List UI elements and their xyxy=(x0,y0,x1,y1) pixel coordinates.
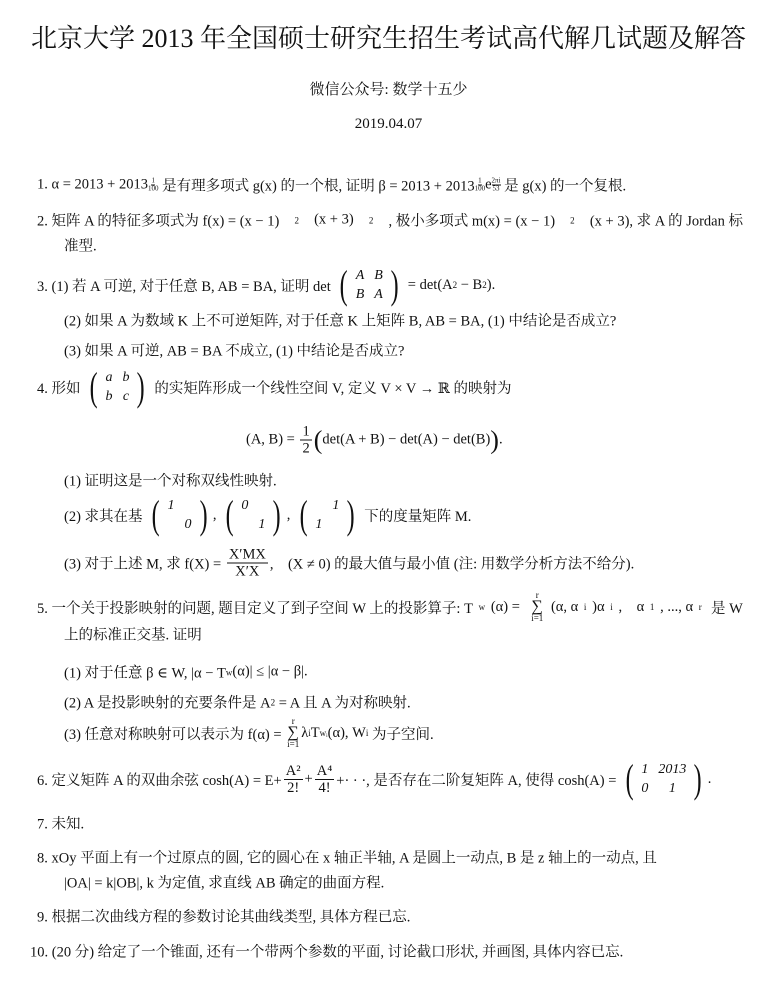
text-segment: 10. (20 分) 给定了一个锥面, 还有一个带两个参数的平面, 讨论截口形状, 并画图, 具体内容已忘. xyxy=(30,944,624,961)
problem-line-p4-2 xyxy=(64,492,472,537)
matrix-cell: B xyxy=(374,268,383,283)
sigma-symbol: ∑ xyxy=(531,598,543,615)
matrix-cell: 0 xyxy=(241,498,249,513)
text-segment: +· · ·, 是否存在二阶复矩阵 A, 使得 cosh(A) = xyxy=(336,772,621,789)
matrix-cell: 1 xyxy=(332,498,340,513)
matrix-cell: 1 xyxy=(167,498,175,513)
text-segment: 是 W xyxy=(707,600,743,617)
text-segment: (x + 3), 求 A 的 Jordan 标 xyxy=(589,213,743,230)
text-segment: = A 且 A 为对称映射. xyxy=(275,695,411,712)
problem-line-p3-3 xyxy=(64,340,404,361)
denominator: 53 xyxy=(492,184,500,193)
document-title: 北京大学 2013 年全国硕士研究生招生考试高代解几试题及解答 xyxy=(30,24,746,53)
problem-line-p5b xyxy=(64,624,202,645)
subscript: w xyxy=(225,667,233,677)
text-segment: |OA| = k|OB|, k 为定值, 求直线 AB 确定的曲面方程. xyxy=(64,875,385,892)
text-segment: 2. 矩阵 A 的特征多项式为 f(x) = (x − 1) xyxy=(37,213,280,230)
text-segment: 9. 根据二次曲线方程的参数讨论其曲线类型, 具体方程已忘. xyxy=(37,909,411,926)
right-paren: ) xyxy=(137,364,146,409)
matrix-cell: a xyxy=(105,370,113,385)
text-segment: + xyxy=(304,770,313,787)
matrix-cell: 1 xyxy=(315,517,323,532)
summation xyxy=(287,717,299,749)
matrix-cell: 1 xyxy=(258,517,266,532)
left-paren: ( xyxy=(625,756,634,801)
text-segment: 是 g(x) 的一个复根. xyxy=(500,178,627,195)
text-segment: 3. (1) 若 A 可逆, 对于任意 B, AB = BA, 证明 det xyxy=(37,278,335,295)
matrix-cell: 0 xyxy=(641,781,649,796)
right-paren: ) xyxy=(273,492,282,537)
sum-upper: r xyxy=(535,590,539,600)
sum-lower: i=1 xyxy=(531,613,544,623)
subscript: wᵢ xyxy=(319,728,328,738)
matrix-cell xyxy=(253,496,270,515)
text-segment: 6. 定义矩阵 A 的双曲余弦 cosh(A) = E+ xyxy=(37,772,282,789)
subscript: 1 xyxy=(649,602,655,612)
problem-line-p8 xyxy=(37,847,743,868)
problem-line-p5-3 xyxy=(64,717,434,749)
big-paren: ( xyxy=(313,425,323,454)
matrix-cell xyxy=(163,515,180,534)
fraction xyxy=(315,763,335,796)
superscript: 2 xyxy=(482,280,487,290)
problem-line-p3-2 xyxy=(64,310,616,331)
superscript: 2 xyxy=(368,215,374,225)
left-paren: ( xyxy=(151,492,160,537)
matrix-body xyxy=(310,496,344,534)
matrix xyxy=(297,492,358,537)
left-paren: ( xyxy=(340,262,349,307)
exponent-fraction xyxy=(148,178,159,193)
superscript: 2 xyxy=(452,280,458,290)
text-segment: (2) 如果 A 为数域 K 上不可逆矩阵, 对于任意 K 上矩阵 B, AB = BA, (1) 中结论是否成立? xyxy=(64,313,617,330)
right-paren: ) xyxy=(346,492,355,537)
problem-line-p4f xyxy=(246,424,503,457)
denominator: 100 xyxy=(147,184,159,193)
text-segment: e xyxy=(485,176,492,193)
text-segment: )α xyxy=(592,598,605,615)
matrix-body xyxy=(351,266,388,304)
text-segment: , xyxy=(212,506,221,523)
text-segment: 4. 形如 xyxy=(37,380,85,397)
text-segment: (α), W xyxy=(327,724,366,741)
matrix xyxy=(149,492,210,537)
text-segment: − B xyxy=(457,276,483,293)
numerator: X′MX xyxy=(228,546,266,563)
subscript: i xyxy=(610,602,613,612)
subscript: i xyxy=(308,728,311,738)
text-segment: (α) = xyxy=(490,598,524,615)
right-paren: ) xyxy=(694,756,703,801)
denominator: 100 xyxy=(474,184,486,193)
right-paren: ) xyxy=(199,492,208,537)
denominator: 2! xyxy=(287,779,300,796)
text-segment: 下的度量矩阵 M. xyxy=(360,508,472,525)
superscript: 2 xyxy=(570,215,575,225)
superscript: 2 xyxy=(294,215,299,225)
subtitle: 微信公众号: 数学十五少 xyxy=(309,82,468,98)
numerator: 2πi xyxy=(491,176,501,185)
summation xyxy=(531,591,543,623)
subscript: i xyxy=(365,728,369,738)
left-paren: ( xyxy=(89,364,98,409)
text-segment: 准型. xyxy=(64,238,97,255)
matrix xyxy=(223,492,284,537)
sigma-symbol: ∑ xyxy=(287,724,299,741)
text-segment: . xyxy=(707,770,712,787)
matrix-cell xyxy=(180,496,197,515)
text-segment: , 极小多项式 m(x) = (x − 1) xyxy=(388,213,556,230)
problem-line-p1 xyxy=(37,175,626,196)
problem-line-p10 xyxy=(30,941,623,962)
text-segment: 1. α = 2013 + 2013 xyxy=(37,176,148,193)
problem-line-p2b xyxy=(64,235,97,256)
text-segment: , ..., α xyxy=(660,598,694,615)
fraction xyxy=(227,547,268,580)
problem-line-p4-1 xyxy=(64,470,277,491)
text-segment: (1) 证明这是一个对称双线性映射. xyxy=(64,473,277,490)
text-segment: . xyxy=(498,431,503,448)
problem-line-p3 xyxy=(37,262,496,307)
text-segment: 5. 一个关于投影映射的问题, 题目定义了到子空间 W 上的投影算子: T xyxy=(37,600,473,617)
text-segment: (2) A 是投影映射的充要条件是 A xyxy=(64,695,271,712)
text-segment: = det(A xyxy=(404,276,453,293)
problem-line-p8b xyxy=(64,872,384,893)
denominator: 2 xyxy=(302,440,310,457)
text-segment: , α xyxy=(618,598,645,615)
problem-line-p9 xyxy=(37,906,410,927)
matrix-body xyxy=(636,760,691,798)
matrix-body xyxy=(100,368,134,406)
left-paren: ( xyxy=(299,492,308,537)
text-segment: (3) 任意对称映射可以表示为 f(α) = xyxy=(64,726,286,743)
right-paren: ) xyxy=(390,262,399,307)
matrix xyxy=(87,364,148,409)
matrix-body xyxy=(236,496,270,534)
matrix-cell: b xyxy=(105,389,113,404)
matrix-cell: A xyxy=(374,287,383,302)
text-segment: (3) 对于上述 M, 求 f(X) = xyxy=(64,556,225,573)
text-segment: T xyxy=(310,724,320,741)
text-segment: , (X ≠ 0) 的最大值与最小值 (注: 用数学分析方法不给分). xyxy=(269,556,635,573)
matrix-cell: c xyxy=(122,389,130,404)
problem-line-p7 xyxy=(37,813,84,834)
denominator: 4! xyxy=(318,779,331,796)
superscript: 2 xyxy=(270,697,276,707)
text-segment: (α)| ≤ |α − β|. xyxy=(232,663,308,680)
matrix-cell: 1 xyxy=(668,781,676,796)
matrix xyxy=(623,756,705,801)
problem-line-p4 xyxy=(37,364,512,409)
subscript: r xyxy=(698,602,702,612)
exponent-fraction xyxy=(492,178,501,193)
text-segment: 7. 未知. xyxy=(37,816,85,833)
text-segment: (A, B) = xyxy=(246,431,299,448)
text-segment: 8. xOy 平面上有一个过原点的圆, 它的圆心在 x 轴正半轴, A 是圆上一动点, B 是 z 轴上的一动点, 且 xyxy=(37,850,657,867)
text-segment: det(A + B) − det(A) − det(B) xyxy=(322,431,491,448)
problem-line-p2 xyxy=(37,210,743,231)
exponent-fraction xyxy=(475,178,486,193)
subscript: i xyxy=(583,602,587,612)
text-segment: λ xyxy=(301,724,309,741)
matrix-cell: b xyxy=(122,370,130,385)
text-segment: 上的标准正交基. 证明 xyxy=(64,627,202,644)
matrix-cell: 0 xyxy=(184,517,192,532)
matrix-cell: 2013 xyxy=(658,762,687,777)
date: 2019.04.07 xyxy=(354,116,423,132)
matrix-cell xyxy=(310,496,327,515)
text-segment: , xyxy=(286,506,294,523)
text-segment: (x + 3) xyxy=(314,211,354,228)
numerator: A² xyxy=(285,762,301,779)
text-segment: (α, α xyxy=(550,598,579,615)
problem-line-p6 xyxy=(37,756,712,801)
subscript: w xyxy=(478,602,486,612)
numerator: 1 xyxy=(302,423,310,440)
left-paren: ( xyxy=(225,492,234,537)
text-segment: ). xyxy=(486,276,496,293)
sum-upper: r xyxy=(291,716,295,726)
numerator: A⁴ xyxy=(316,762,333,779)
problem-line-p5-1 xyxy=(64,662,308,683)
numerator: 1 xyxy=(478,176,482,185)
text-segment: (1) 对于任意 β ∈ W, |α − T xyxy=(64,665,226,682)
big-paren: ) xyxy=(490,425,499,454)
problem-line-p5 xyxy=(37,591,743,623)
matrix-cell xyxy=(327,515,344,534)
matrix-body xyxy=(163,496,197,534)
text-segment: (3) 如果 A 可逆, AB = BA 不成立, (1) 中结论是否成立? xyxy=(64,343,405,360)
denominator: X′X xyxy=(235,563,260,580)
matrix-cell xyxy=(236,515,253,534)
text-segment: (2) 求其在基 xyxy=(64,508,147,525)
matrix xyxy=(337,262,401,307)
text-segment: 为子空间. xyxy=(368,726,434,743)
text-segment: 的实矩阵形成一个线性空间 V, 定义 V × V → ℝ 的映射为 xyxy=(150,380,512,397)
problem-line-p4-3 xyxy=(64,547,634,580)
numerator: 1 xyxy=(151,176,155,185)
fraction xyxy=(284,763,303,796)
fraction xyxy=(300,424,311,457)
matrix-cell: B xyxy=(355,287,365,302)
problem-line-p5-2 xyxy=(64,692,411,713)
sum-lower: i=1 xyxy=(287,739,300,749)
matrix-cell: A xyxy=(355,268,365,283)
text-segment: 是有理多项式 g(x) 的一个根, 证明 β = 2013 + 2013 xyxy=(158,178,475,195)
matrix-cell: 1 xyxy=(641,762,649,777)
